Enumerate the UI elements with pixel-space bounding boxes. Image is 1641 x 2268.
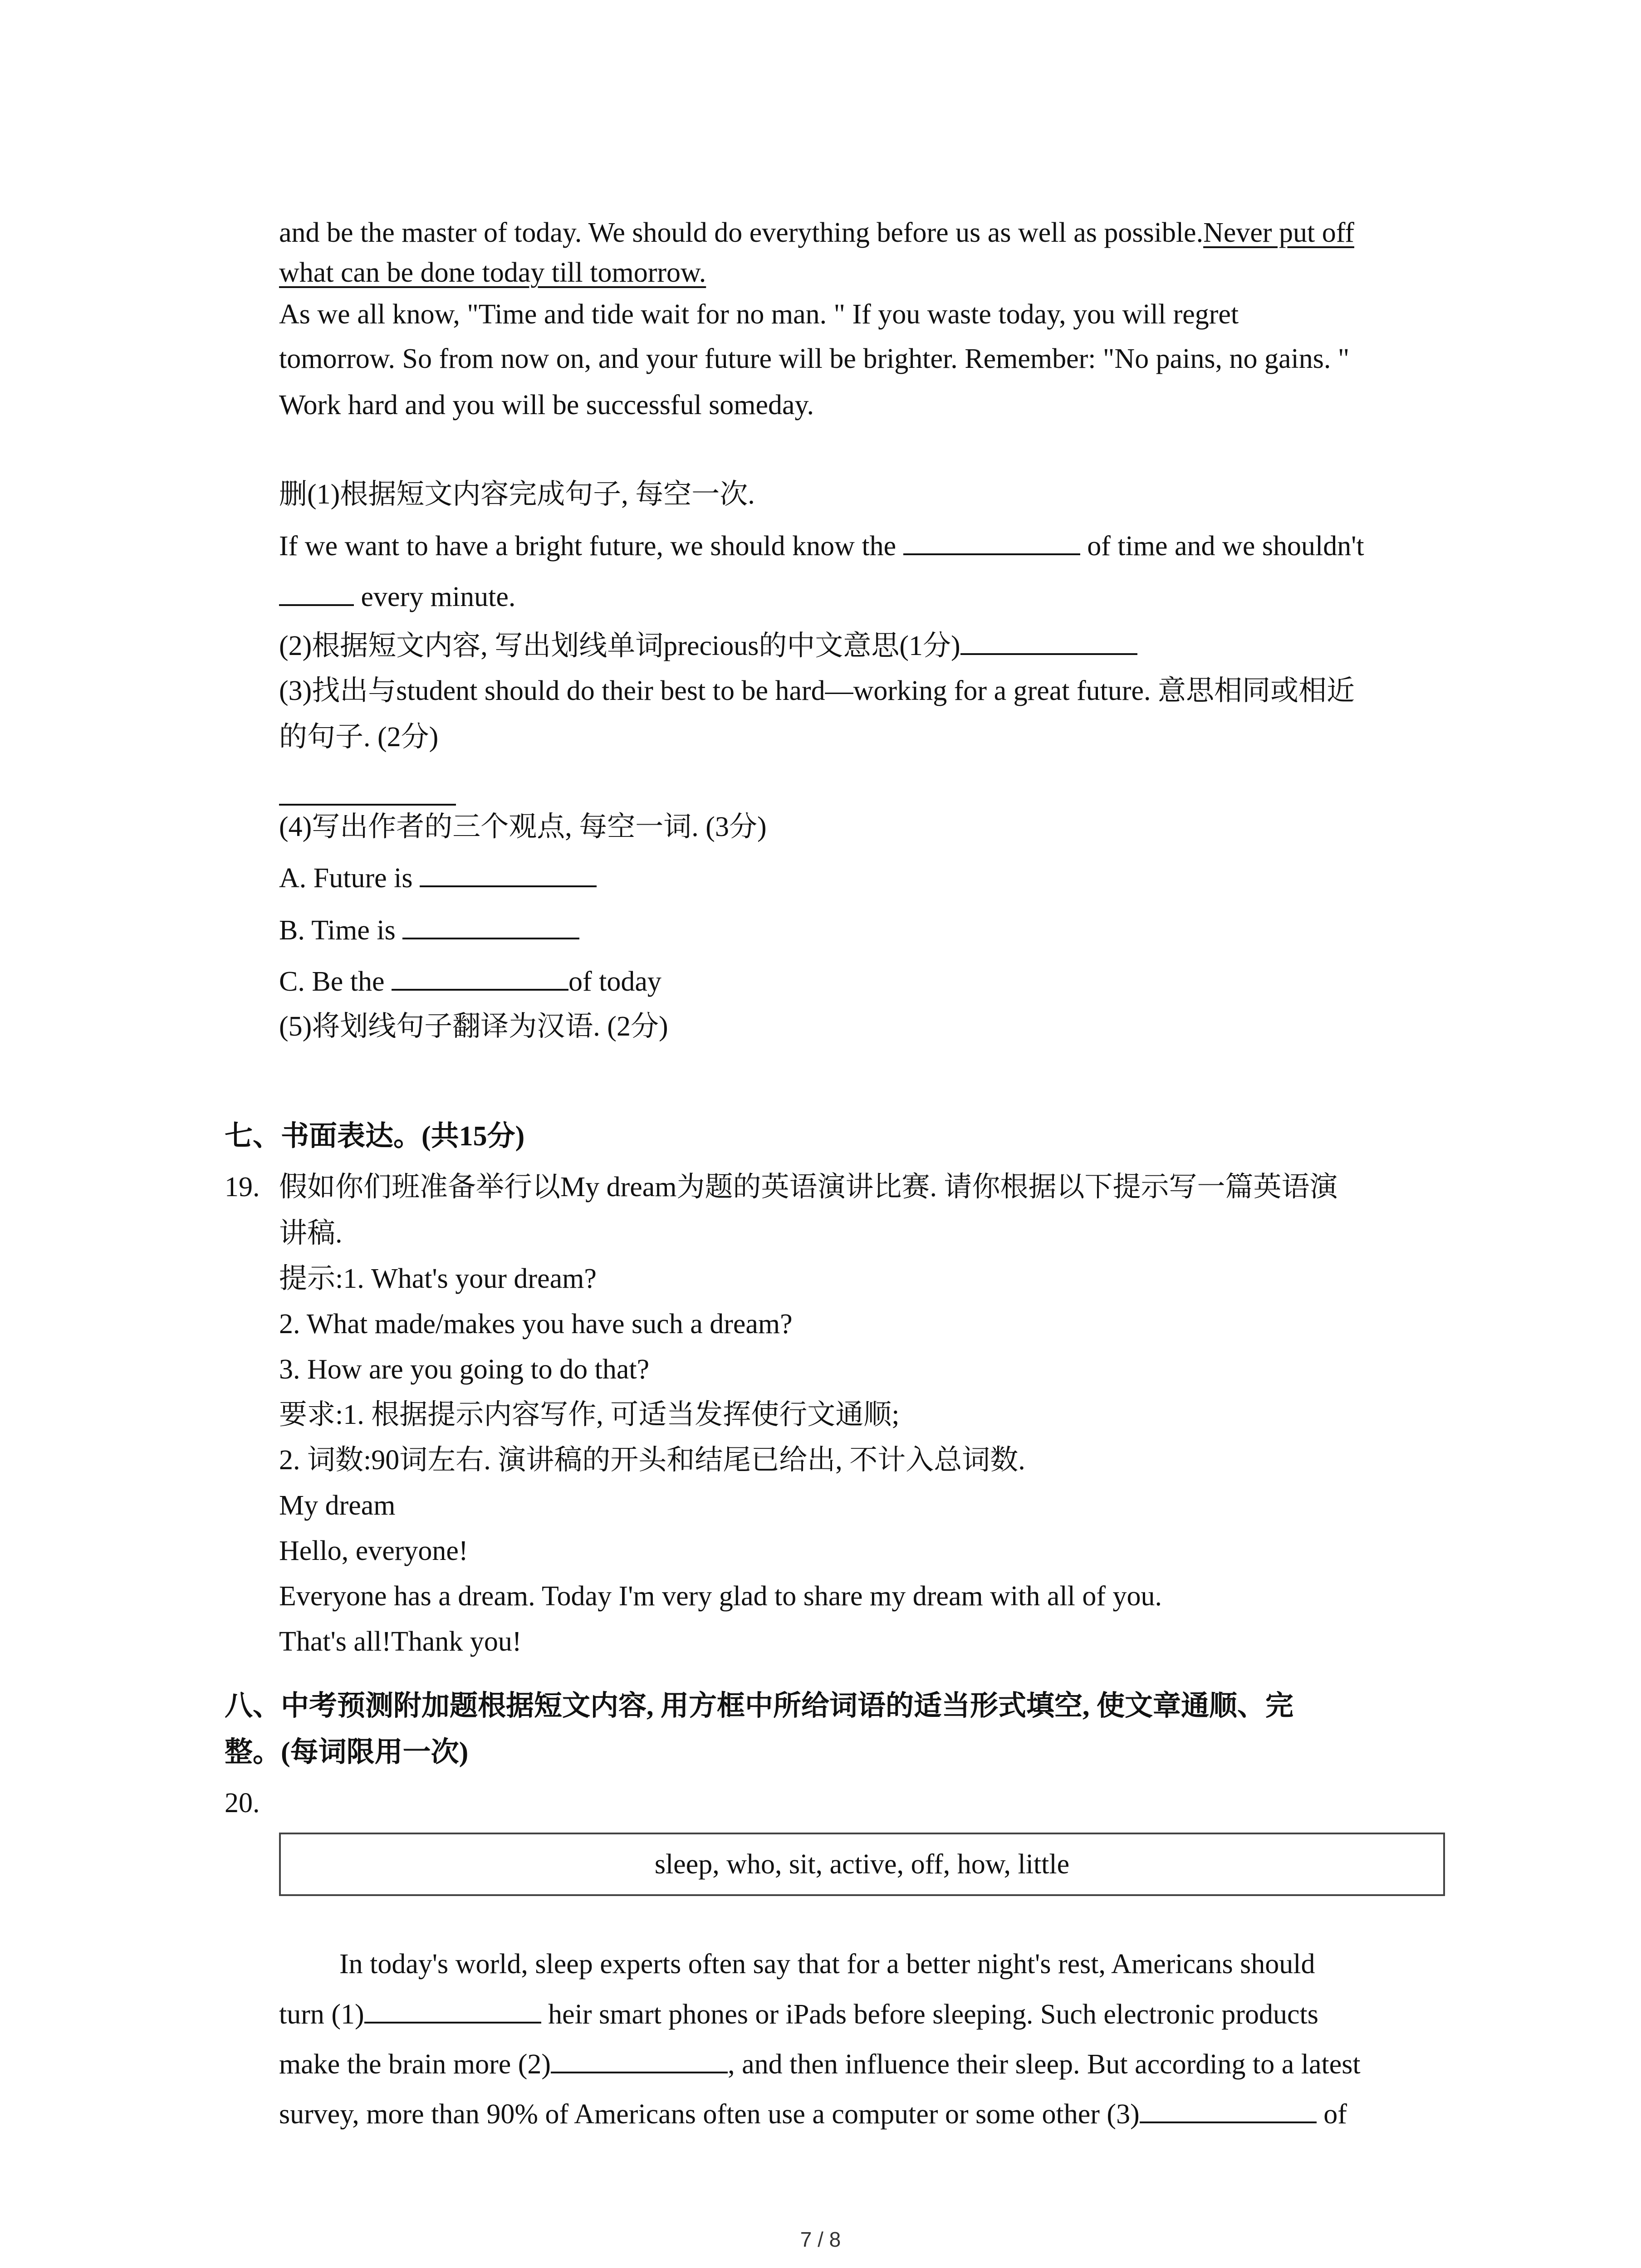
requirement-2: 2. 词数:90词左右. 演讲稿的开头和结尾已给出, 不计入总词数. — [279, 1445, 1025, 1476]
passage-20-line-2: turn (1) heir smart phones or iPads before sleeping. Such electronic products — [279, 1999, 1318, 2030]
answer-blank[interactable] — [392, 965, 568, 991]
hint-2: 2. What made/makes you have such a dream? — [279, 1309, 793, 1339]
passage-line-4: tomorrow. So from now on, and your future will be brighter. Remember: "No pains, no gains. " — [279, 343, 1350, 374]
question-1-line-1: If we want to have a bright future, we should know the of time and we shouldn't — [279, 531, 1364, 562]
question-3-line-2: 的句子. (2分) — [279, 722, 439, 753]
hint-1: 提示:1. What's your dream? — [279, 1263, 597, 1294]
essay-title: My dream — [279, 1490, 396, 1521]
answer-blank[interactable] — [364, 1998, 541, 2024]
question-20-number: 20. — [225, 1788, 260, 1818]
answer-blank[interactable] — [1140, 2098, 1317, 2123]
passage-20-line-1: In today's world, sleep experts often say that for a better night's rest, Americans should — [339, 1949, 1315, 1980]
essay-opening: Everyone has a dream. Today I'm very glad to share my dream with all of you. — [279, 1581, 1162, 1612]
answer-blank[interactable] — [551, 2048, 728, 2073]
word-bank-text: sleep, who, sit, active, off, how, little — [654, 1848, 1070, 1880]
section-8-heading-line-2: 整。(每词限用一次) — [225, 1737, 469, 1768]
essay-greeting: Hello, everyone! — [279, 1535, 468, 1566]
passage-line-5: Work hard and you will be successful someday. — [279, 390, 814, 420]
question-4: (4)写出作者的三个观点, 每空一词. (3分) — [279, 811, 767, 842]
underlined-sentence-part1: Never put off — [1203, 217, 1354, 248]
word-bank-box — [279, 1833, 1445, 1896]
question-4-b: B. Time is — [279, 914, 579, 947]
requirement-1: 要求:1. 根据提示内容写作, 可适当发挥使行文通顺; — [279, 1399, 900, 1430]
passage-20-line-4: survey, more than 90% of Americans often use a computer or some other (3) of — [279, 2099, 1347, 2130]
passage-line-2 — [279, 257, 706, 289]
answer-blank[interactable] — [903, 530, 1080, 555]
underlined-sentence-part2: what can be done today till tomorrow. — [279, 257, 706, 288]
question-5: (5)将划线句子翻译为汉语. (2分) — [279, 1011, 668, 1042]
question-3-line-1: (3)找出与student should do their best to be hard—working for a great future. 意思相同或相近 — [279, 675, 1355, 706]
question-19-prompt-line-1: 假如你们班准备举行以My dream为题的英语演讲比赛. 请你根据以下提示写一篇英语演 — [279, 1172, 1338, 1202]
passage-line-1: and be the master of today. We should do everything before us as well as possible.Never put off — [279, 217, 1354, 248]
question-2: (2)根据短文内容, 写出划线单词precious的中文意思(1分) — [279, 630, 1137, 662]
question-1-heading: 删(1)根据短文内容完成句子, 每空一次. — [279, 479, 755, 510]
answer-blank[interactable] — [402, 914, 579, 939]
section-7-heading: 七、书面表达。(共15分) — [225, 1121, 525, 1152]
answer-line[interactable] — [279, 804, 456, 806]
section-8-heading-line-1: 八、中考预测附加题根据短文内容, 用方框中所给词语的适当形式填空, 使文章通顺、完 — [225, 1691, 1294, 1721]
question-4-a: A. Future is — [279, 862, 597, 894]
question-19-number: 19. — [225, 1172, 260, 1202]
essay-closing: That's all!Thank you! — [279, 1626, 522, 1657]
question-19-prompt-line-2: 讲稿. — [279, 1218, 343, 1249]
page-number: 7 / 8 — [800, 2228, 841, 2251]
answer-blank[interactable] — [279, 581, 354, 606]
hint-3: 3. How are you going to do that? — [279, 1354, 650, 1385]
passage-20-line-3: make the brain more (2) , and then influence their sleep. But according to a latest — [279, 2049, 1361, 2080]
answer-blank[interactable] — [960, 630, 1137, 655]
answer-blank[interactable] — [420, 862, 597, 887]
passage-line-3: As we all know, "Time and tide wait for no man. " If you waste today, you will regret — [279, 299, 1239, 330]
question-1-line-2: every minute. — [279, 581, 515, 613]
question-4-c: C. Be the of today — [279, 966, 661, 997]
